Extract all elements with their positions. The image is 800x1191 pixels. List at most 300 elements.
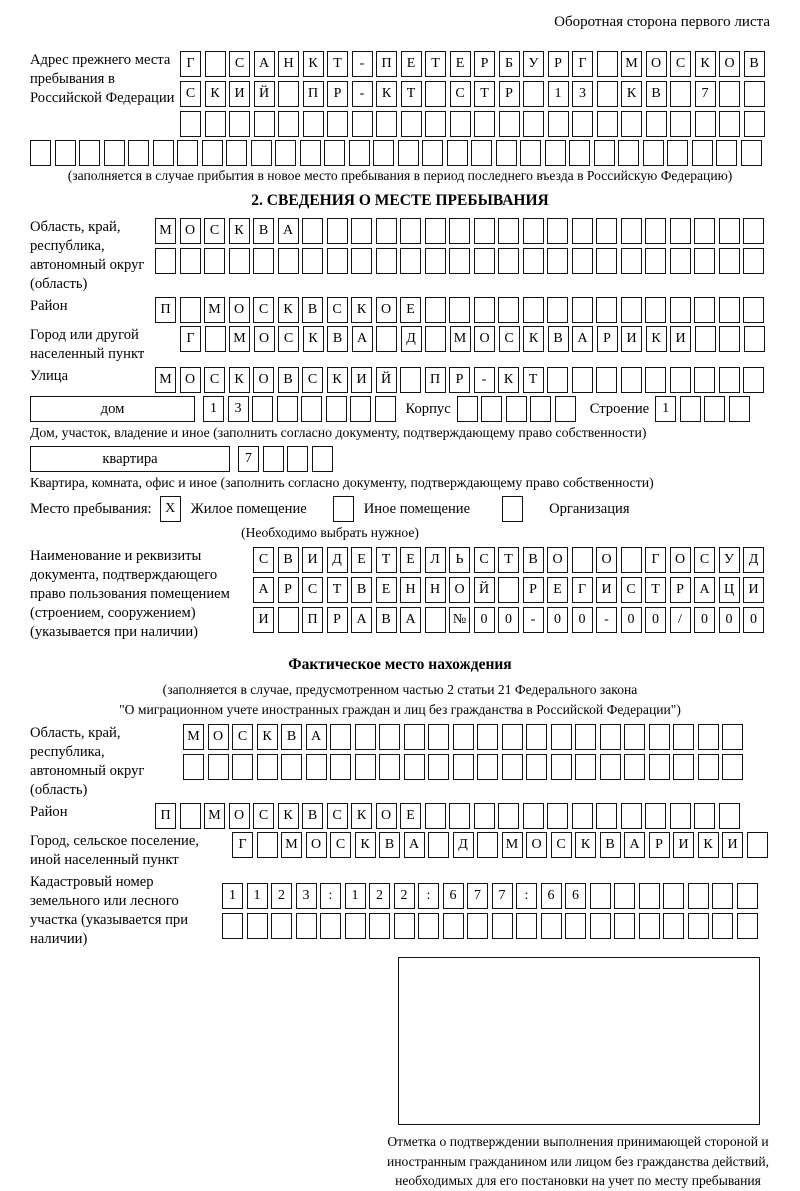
form-cell: № — [449, 607, 470, 633]
form-cell — [263, 446, 284, 472]
form-cell — [373, 140, 394, 166]
form-cell: О — [449, 577, 470, 603]
form-cell — [477, 724, 498, 750]
form-cell — [404, 754, 425, 780]
form-cell — [639, 883, 660, 909]
form-cell: В — [302, 803, 323, 829]
form-cell — [474, 111, 495, 137]
form-cell — [618, 140, 639, 166]
form-cell — [302, 248, 323, 274]
stay-type-option-residential-label: Жилое помещение — [190, 500, 307, 517]
form-cell: - — [596, 607, 617, 633]
form-cell: К — [376, 81, 397, 107]
form-cell — [565, 913, 586, 939]
form-cell — [545, 140, 566, 166]
house-cells — [203, 396, 396, 422]
form-cell — [624, 724, 645, 750]
form-cell — [453, 754, 474, 780]
form-cell — [621, 111, 642, 137]
form-cell — [624, 754, 645, 780]
form-cell — [349, 140, 370, 166]
stay-type-checkbox-other-premises — [333, 496, 354, 522]
apartment-cells — [238, 446, 333, 472]
form-cell — [278, 111, 299, 137]
stay-type-label: Место пребывания: — [30, 500, 152, 517]
form-cell — [744, 111, 765, 137]
form-cell — [590, 883, 611, 909]
form-cell — [467, 913, 488, 939]
form-cell — [516, 913, 537, 939]
form-cell: Р — [278, 577, 299, 603]
form-cell — [639, 913, 660, 939]
form-cell: О — [526, 832, 547, 858]
form-cell: К — [327, 367, 348, 393]
form-cell — [673, 724, 694, 750]
form-cell: Р — [499, 81, 520, 107]
form-cell: Н — [278, 51, 299, 77]
form-cell: 7 — [695, 81, 716, 107]
form-cell — [281, 754, 302, 780]
form-cell — [474, 803, 495, 829]
form-cell: Т — [498, 547, 519, 573]
form-cell — [646, 111, 667, 137]
prev-address-row-2 — [180, 81, 765, 107]
form-cell — [541, 913, 562, 939]
form-cell — [422, 140, 443, 166]
form-cell — [296, 913, 317, 939]
form-cell: О — [596, 547, 617, 573]
form-cell: Р — [474, 51, 495, 77]
cadastral-row-1 — [222, 883, 758, 909]
form-cell: Е — [400, 547, 421, 573]
form-cell: М — [183, 724, 204, 750]
form-cell — [205, 51, 226, 77]
section3-title: Фактическое место нахождения — [288, 656, 512, 673]
form-cell — [352, 111, 373, 137]
form-cell: В — [523, 547, 544, 573]
form-cell: О — [180, 218, 201, 244]
document-label: Наименование и реквизиты документа, подтверждающего право пользования помещением (строением, сооружением) (указывается при наличии) — [30, 548, 230, 640]
form-cell: А — [352, 326, 373, 352]
form-cell — [743, 297, 764, 323]
actual-district-row — [155, 803, 740, 829]
form-cell — [670, 297, 691, 323]
form-cell — [355, 754, 376, 780]
form-cell — [55, 140, 76, 166]
form-cell — [498, 297, 519, 323]
form-cell — [704, 396, 725, 422]
form-cell — [498, 577, 519, 603]
city-field — [30, 326, 770, 364]
form-cell — [376, 248, 397, 274]
form-cell: В — [253, 218, 274, 244]
form-cell — [350, 396, 371, 422]
form-cell — [694, 803, 715, 829]
form-cell: С — [551, 832, 572, 858]
form-cell — [449, 248, 470, 274]
form-cell: Б — [499, 51, 520, 77]
actual-region-row-1 — [183, 724, 743, 750]
form-cell — [302, 218, 323, 244]
form-cell: 6 — [443, 883, 464, 909]
form-cell — [303, 111, 324, 137]
form-cell — [351, 218, 372, 244]
form-cell — [257, 754, 278, 780]
form-cell — [719, 248, 740, 274]
form-cell: У — [523, 51, 544, 77]
form-cell: Г — [232, 832, 253, 858]
form-cell — [498, 803, 519, 829]
form-cell: 6 — [565, 883, 586, 909]
form-cell: Г — [180, 326, 201, 352]
form-cell: Н — [400, 577, 421, 603]
form-cell — [453, 724, 474, 750]
form-cell: О — [474, 326, 495, 352]
form-cell — [253, 248, 274, 274]
form-cell — [251, 140, 272, 166]
form-cell — [698, 724, 719, 750]
form-cell — [596, 248, 617, 274]
form-cell: С — [499, 326, 520, 352]
form-cell: Е — [450, 51, 471, 77]
form-cell: С — [474, 547, 495, 573]
form-cell — [688, 913, 709, 939]
form-cell — [744, 81, 765, 107]
form-cell: 0 — [719, 607, 740, 633]
form-cell: 0 — [621, 607, 642, 633]
form-cell — [645, 248, 666, 274]
form-cell: С — [253, 803, 274, 829]
form-cell — [600, 724, 621, 750]
form-cell — [694, 218, 715, 244]
form-cell: И — [743, 577, 764, 603]
form-cell — [345, 913, 366, 939]
form-cell — [376, 218, 397, 244]
city-label: Город или другой населенный пункт — [30, 327, 145, 362]
form-cell: 0 — [547, 607, 568, 633]
actual-region-cellrows — [183, 724, 743, 780]
form-cell — [226, 140, 247, 166]
form-cell — [670, 218, 691, 244]
form-cell: О — [254, 326, 275, 352]
apartment-note: Квартира, комната, офис и иное (заполнить согласно документу, подтверждающему право собственности) — [30, 475, 654, 490]
form-cell — [670, 803, 691, 829]
form-cell — [530, 396, 551, 422]
form-cell — [180, 111, 201, 137]
form-cell — [425, 81, 446, 107]
form-cell: В — [646, 81, 667, 107]
form-cell — [400, 248, 421, 274]
form-cell: Р — [649, 832, 670, 858]
form-cell: С — [229, 51, 250, 77]
form-cell — [449, 218, 470, 244]
form-cell: М — [204, 803, 225, 829]
form-cell — [670, 81, 691, 107]
form-cell: Т — [327, 51, 348, 77]
form-cell — [596, 803, 617, 829]
form-cell — [498, 248, 519, 274]
form-cell: П — [155, 297, 176, 323]
form-cell: О — [670, 547, 691, 573]
form-cell — [180, 297, 201, 323]
form-cell: А — [404, 832, 425, 858]
form-cell — [694, 367, 715, 393]
form-cell — [330, 724, 351, 750]
apartment-row — [30, 446, 770, 472]
form-cell — [401, 111, 422, 137]
form-cell — [287, 446, 308, 472]
form-cell — [229, 111, 250, 137]
form-cell: 2 — [394, 883, 415, 909]
form-cell: К — [351, 803, 372, 829]
region-row-1 — [155, 218, 764, 244]
form-cell — [614, 883, 635, 909]
form-cell — [555, 396, 576, 422]
form-cell — [597, 111, 618, 137]
form-cell — [425, 248, 446, 274]
form-cell: К — [498, 367, 519, 393]
stay-type-option-other-premises-label: Иное помещение — [363, 500, 471, 517]
form-cell — [229, 248, 250, 274]
form-cell — [252, 396, 273, 422]
form-cell: А — [572, 326, 593, 352]
prev-address-label: Адрес прежнего места пребывания в Российской Федерации — [30, 52, 175, 106]
form-cell — [663, 883, 684, 909]
form-cell — [523, 111, 544, 137]
form-cell — [692, 140, 713, 166]
form-cell — [278, 248, 299, 274]
form-cell: / — [670, 607, 691, 633]
form-cell — [400, 367, 421, 393]
form-cell — [520, 140, 541, 166]
form-cell — [645, 218, 666, 244]
form-cell: 0 — [645, 607, 666, 633]
form-cell: П — [425, 367, 446, 393]
form-cell: 7 — [467, 883, 488, 909]
stay-type-note: (Необходимо выбрать нужное) — [241, 525, 419, 540]
form-cell — [428, 832, 449, 858]
form-cell: - — [352, 51, 373, 77]
street-field — [30, 367, 770, 393]
form-cell — [572, 111, 593, 137]
form-cell: А — [351, 607, 372, 633]
form-cell: Г — [645, 547, 666, 573]
form-cell — [719, 111, 740, 137]
form-cell — [695, 111, 716, 137]
stay-type-checkbox-residential: X — [160, 496, 181, 522]
form-cell: : — [516, 883, 537, 909]
form-cell — [180, 248, 201, 274]
form-cell — [180, 803, 201, 829]
form-cell — [205, 111, 226, 137]
form-cell — [320, 913, 341, 939]
form-cell: 1 — [548, 81, 569, 107]
form-cell: В — [278, 547, 299, 573]
document-cellrows — [253, 547, 764, 633]
form-cell — [572, 218, 593, 244]
form-cell — [747, 832, 768, 858]
form-cell: И — [673, 832, 694, 858]
form-cell: К — [621, 81, 642, 107]
form-cell — [277, 396, 298, 422]
korpus-label: Корпус — [405, 400, 451, 417]
form-cell: О — [229, 297, 250, 323]
form-cell — [575, 724, 596, 750]
form-cell: : — [320, 883, 341, 909]
form-cell — [376, 326, 397, 352]
form-cell: М — [229, 326, 250, 352]
form-cell — [425, 803, 446, 829]
form-cell: Ь — [449, 547, 470, 573]
form-cell — [621, 218, 642, 244]
form-cell — [523, 218, 544, 244]
form-cell — [375, 396, 396, 422]
form-cell: 3 — [572, 81, 593, 107]
form-cell — [645, 367, 666, 393]
form-cell: У — [719, 547, 740, 573]
form-cell — [324, 140, 345, 166]
form-cell: С — [253, 547, 274, 573]
form-cell — [663, 913, 684, 939]
form-cell — [741, 140, 762, 166]
form-cell — [649, 754, 670, 780]
form-cell: В — [600, 832, 621, 858]
form-cell — [496, 140, 517, 166]
form-cell: О — [547, 547, 568, 573]
form-cell: 1 — [345, 883, 366, 909]
form-cell — [695, 326, 716, 352]
form-cell: К — [229, 218, 250, 244]
form-cell — [621, 248, 642, 274]
form-cell: Н — [425, 577, 446, 603]
form-cell: А — [694, 577, 715, 603]
form-cell: Е — [400, 297, 421, 323]
form-cell — [572, 367, 593, 393]
form-cell — [712, 913, 733, 939]
form-cell: 0 — [694, 607, 715, 633]
form-cell: В — [327, 326, 348, 352]
form-cell — [30, 140, 51, 166]
form-cell — [498, 218, 519, 244]
form-cell — [548, 111, 569, 137]
form-cell — [204, 248, 225, 274]
form-cell — [547, 218, 568, 244]
actual-city-label: Город, сельское поселение, иной населенный пункт — [30, 833, 199, 868]
form-cell — [596, 367, 617, 393]
form-cell: Т — [327, 577, 348, 603]
form-cell: 3 — [296, 883, 317, 909]
actual-district-field — [30, 803, 770, 829]
form-cell: С — [204, 367, 225, 393]
form-cell: М — [204, 297, 225, 323]
form-cell: 0 — [498, 607, 519, 633]
form-cell: Е — [351, 547, 372, 573]
form-cell: 1 — [655, 396, 676, 422]
form-cell: К — [278, 297, 299, 323]
form-cell: Г — [180, 51, 201, 77]
form-cell: О — [306, 832, 327, 858]
form-cell — [222, 913, 243, 939]
form-cell: 3 — [228, 396, 249, 422]
prev-address-row-1 — [180, 51, 765, 77]
form-cell — [712, 883, 733, 909]
form-cell — [547, 367, 568, 393]
form-cell: К — [205, 81, 226, 107]
form-cell — [355, 724, 376, 750]
form-cell: А — [254, 51, 275, 77]
form-cell: О — [253, 367, 274, 393]
form-cell: О — [229, 803, 250, 829]
form-cell — [597, 81, 618, 107]
form-cell: К — [229, 367, 250, 393]
form-cell — [474, 218, 495, 244]
form-cell — [698, 754, 719, 780]
form-cell — [645, 803, 666, 829]
form-cell: Р — [670, 577, 691, 603]
form-cell — [425, 218, 446, 244]
form-cell: В — [744, 51, 765, 77]
form-cell — [450, 111, 471, 137]
document-row-2 — [253, 577, 764, 603]
form-cell: : — [418, 883, 439, 909]
form-cell: Р — [597, 326, 618, 352]
form-cell: О — [180, 367, 201, 393]
form-cell: С — [232, 724, 253, 750]
form-cell — [673, 754, 694, 780]
form-cell — [572, 248, 593, 274]
form-cell — [744, 326, 765, 352]
form-cell: Р — [449, 367, 470, 393]
district-label: Район — [30, 298, 68, 314]
form-cell — [477, 832, 498, 858]
form-cell: Т — [401, 81, 422, 107]
form-cell: 0 — [572, 607, 593, 633]
form-cell — [649, 724, 670, 750]
form-cell: 1 — [247, 883, 268, 909]
form-cell — [719, 81, 740, 107]
form-cell: Р — [523, 577, 544, 603]
form-cell: В — [548, 326, 569, 352]
corner-note: Оборотная сторона первого листа — [554, 14, 770, 30]
form-cell — [312, 446, 333, 472]
apartment-box-label: квартира — [30, 446, 230, 472]
form-cell: И — [722, 832, 743, 858]
form-cell — [400, 218, 421, 244]
form-cell: С — [327, 803, 348, 829]
form-cell: Т — [523, 367, 544, 393]
stamp-box — [398, 957, 760, 1125]
form-cell: В — [379, 832, 400, 858]
form-cell — [153, 140, 174, 166]
form-cell — [428, 754, 449, 780]
form-cell: 7 — [492, 883, 513, 909]
form-cell: К — [575, 832, 596, 858]
form-cell — [694, 297, 715, 323]
form-cell — [205, 326, 226, 352]
form-cell — [596, 297, 617, 323]
form-cell — [526, 724, 547, 750]
form-cell: Д — [743, 547, 764, 573]
cadastral-field — [30, 873, 770, 949]
form-cell — [247, 913, 268, 939]
form-cell: Т — [425, 51, 446, 77]
document-row-3 — [253, 607, 764, 633]
actual-region-field — [30, 724, 770, 800]
form-cell — [351, 248, 372, 274]
form-cell: О — [376, 297, 397, 323]
form-cell — [719, 218, 740, 244]
form-cell: 1 — [222, 883, 243, 909]
